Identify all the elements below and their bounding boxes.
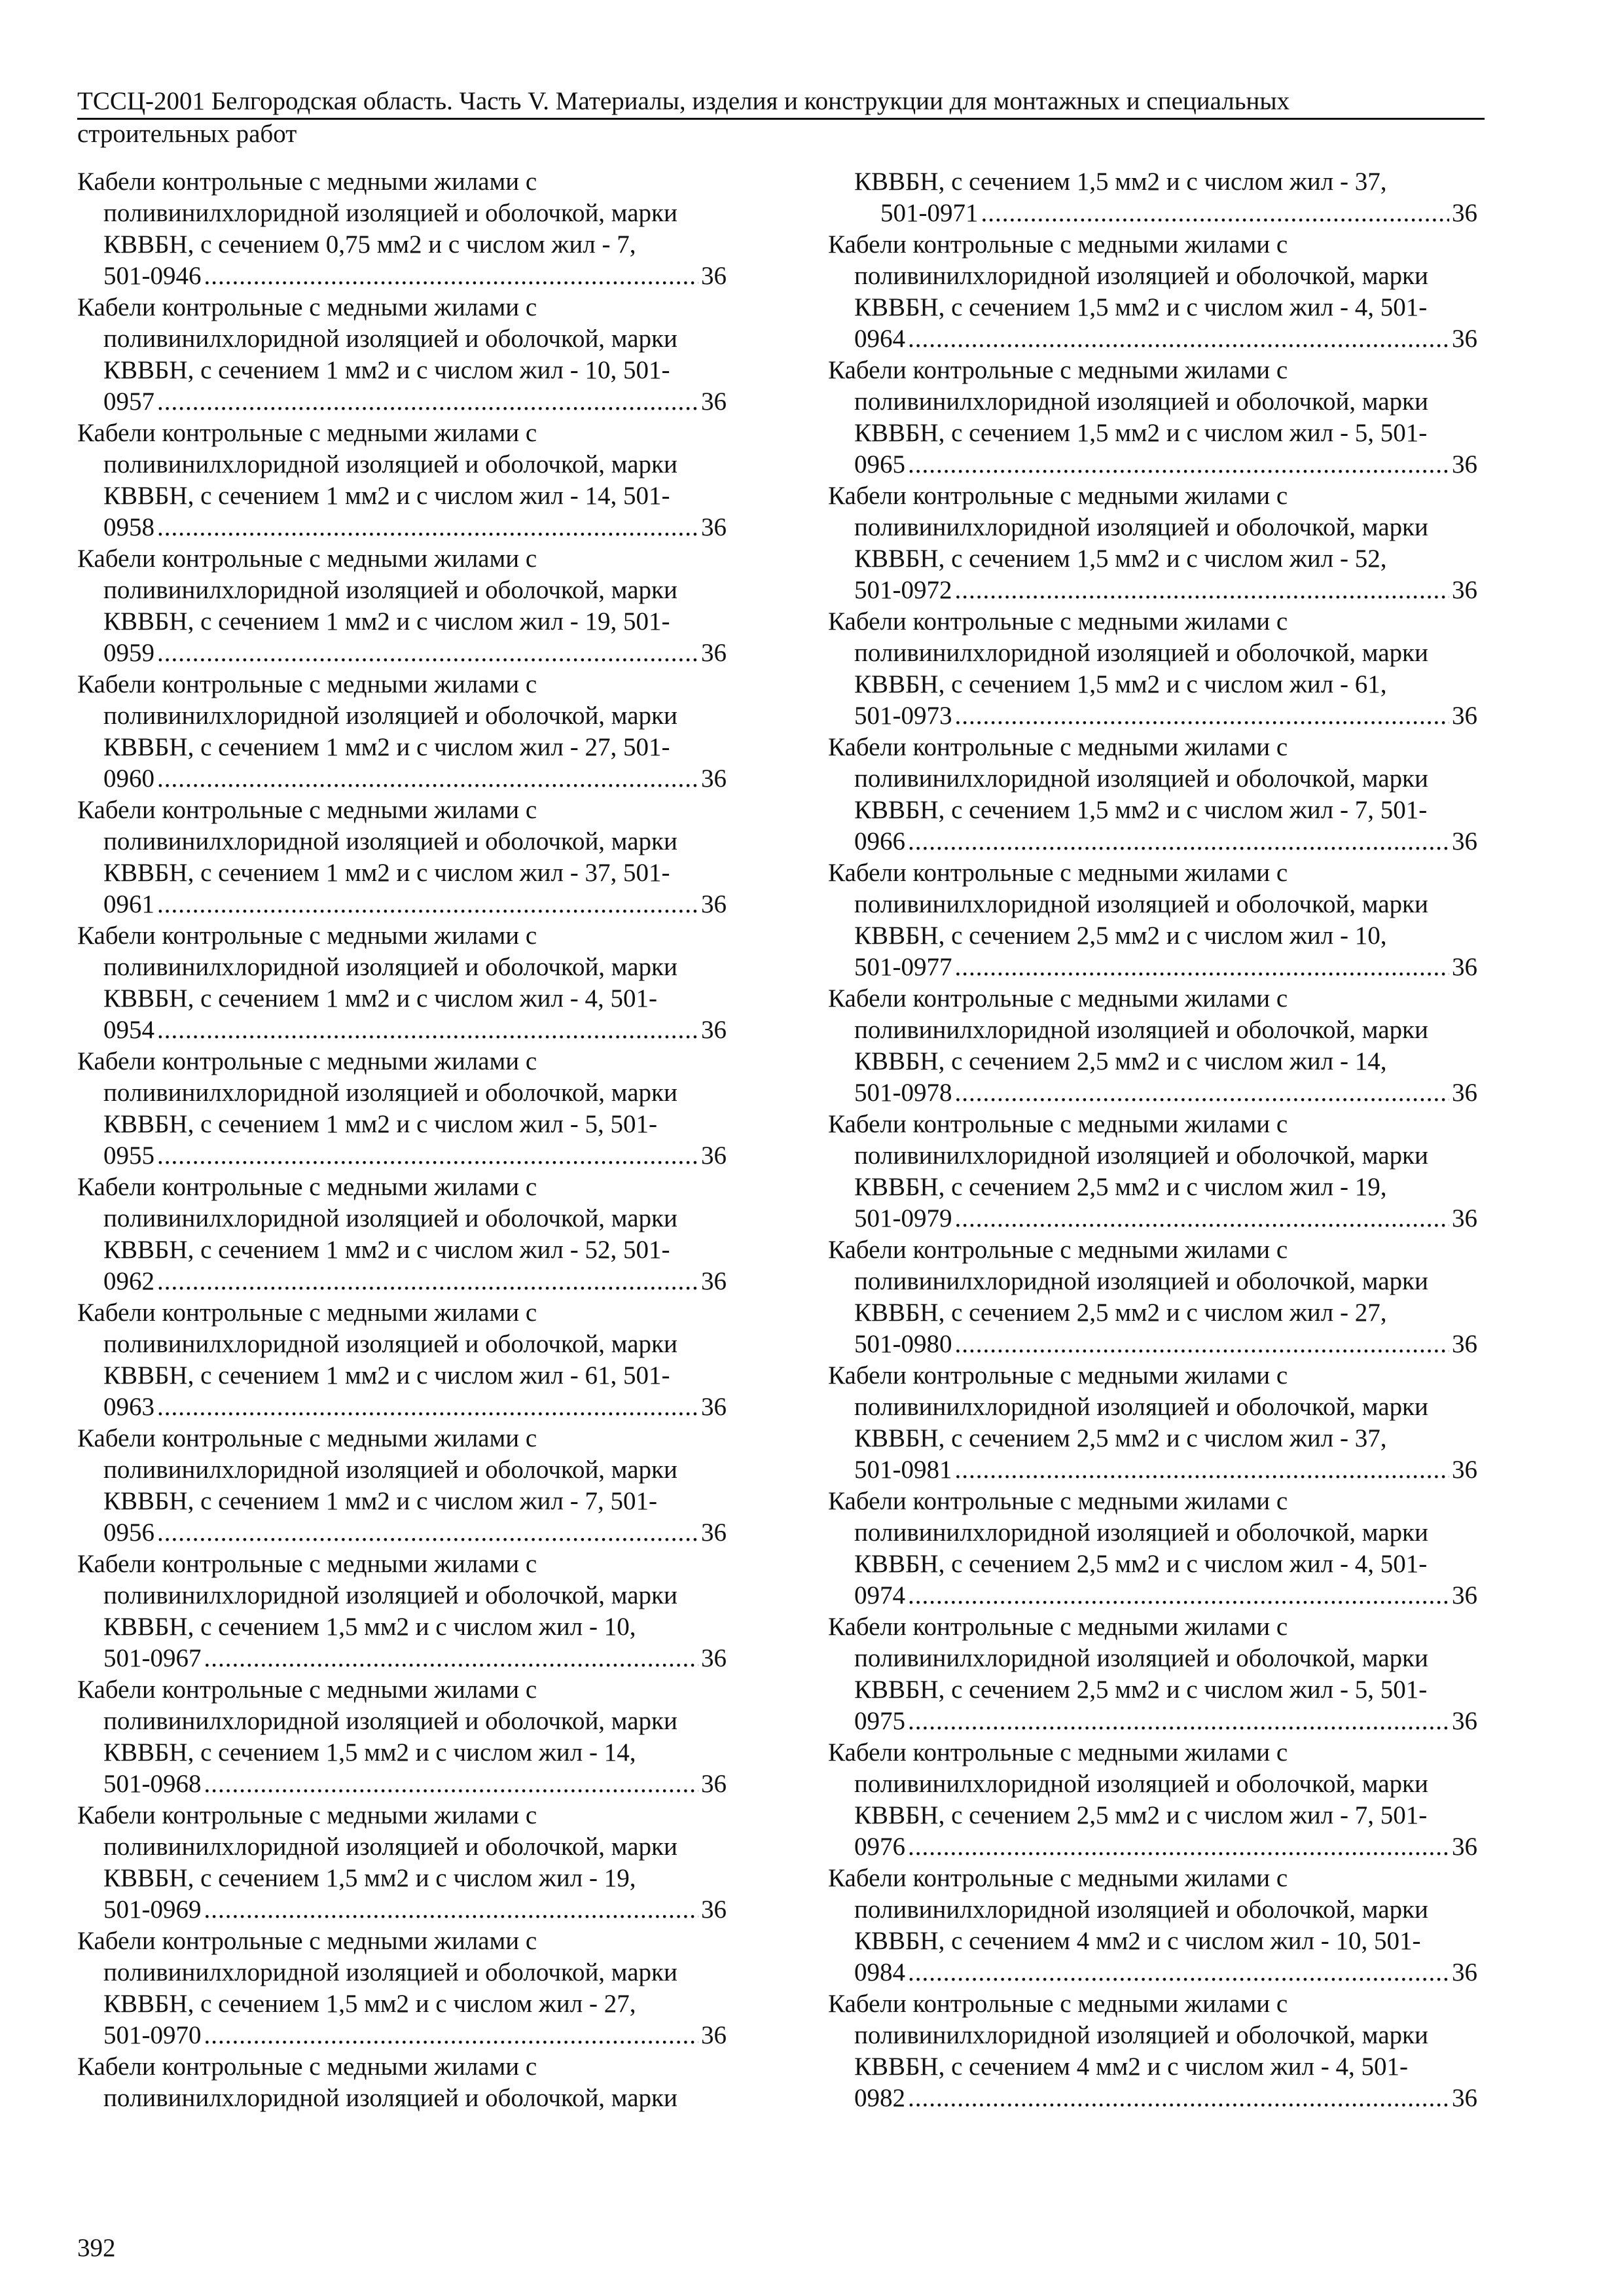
entry-page: 36 <box>1452 325 1477 353</box>
entry-code: 0965 <box>854 450 905 478</box>
entry-page: 36 <box>701 1644 727 1672</box>
entry-line: КВВБН, с сечением 1,5 мм2 и с числом жил - 52, <box>854 545 1387 573</box>
entry-line: КВВБН, с сечением 2,5 мм2 и с числом жил - 5, 501- <box>854 1676 1428 1704</box>
entry-line: КВВБН, с сечением 1 мм2 и с числом жил - 19, 501- <box>103 607 670 636</box>
entry-line: КВВБН, с сечением 4 мм2 и с числом жил - 4, 501- <box>854 2053 1408 2081</box>
entry-code: 501-0969 <box>103 1895 202 1924</box>
entry-leader-line <box>77 763 727 795</box>
entry-line: поливинилхлоридной изоляцией и оболочкой, марки <box>854 1895 1428 1924</box>
entry-line: Кабели контрольные с медными жилами с <box>77 1801 537 1829</box>
entry-page: 36 <box>1452 827 1477 855</box>
entry-code: 501-0973 <box>854 702 952 730</box>
index-entry <box>77 920 727 1046</box>
entry-line: поливинилхлоридной изоляцией и оболочкой, марки <box>103 1079 677 1107</box>
entry-line: Кабели контрольные с медными жилами с <box>828 1864 1288 1892</box>
entry-page: 36 <box>1452 1456 1477 1484</box>
index-entry <box>828 480 1477 606</box>
entry-page: 36 <box>1452 1330 1477 1358</box>
leader-dots <box>955 1329 1450 1360</box>
entry-line: поливинилхлоридной изоляцией и оболочкой, марки <box>854 764 1428 793</box>
index-entry <box>828 1234 1477 1360</box>
entry-line: КВВБН, с сечением 1,5 мм2 и с числом жил - 7, 501- <box>854 796 1428 824</box>
entry-line: Кабели контрольные с медными жилами с <box>828 984 1288 1013</box>
entry-page: 36 <box>701 1141 727 1170</box>
entry-line: КВВБН, с сечением 1,5 мм2 и с числом жил - 5, 501- <box>854 419 1428 447</box>
page-number: 392 <box>77 2234 116 2262</box>
entry-line: КВВБН, с сечением 1 мм2 и с числом жил - 52, 501- <box>103 1236 670 1264</box>
entry-code: 0957 <box>103 387 154 416</box>
entry-code: 0974 <box>854 1581 905 1609</box>
leader-dots <box>908 1580 1449 1611</box>
leader-dots <box>204 260 699 292</box>
entry-line: Кабели контрольные с медными жилами с <box>828 356 1288 384</box>
entry-code: 0959 <box>103 639 154 667</box>
entry-line: Кабели контрольные с медными жилами с <box>77 1173 537 1201</box>
entry-line: Кабели контрольные с медными жилами с <box>828 482 1288 510</box>
entry-leader-line <box>828 1580 1477 1611</box>
entry-leader-line <box>828 323 1477 355</box>
entry-line: КВВБН, с сечением 1,5 мм2 и с числом жил - 14, <box>103 1738 636 1767</box>
entry-line: КВВБН, с сечением 1,5 мм2 и с числом жил - 10, <box>103 1613 636 1641</box>
entry-page: 36 <box>701 387 727 416</box>
entry-line: КВВБН, с сечением 1,5 мм2 и с числом жил - 4, 501- <box>854 293 1428 321</box>
index-entry <box>828 1486 1477 1611</box>
leader-dots <box>204 1894 699 1926</box>
entry-line: поливинилхлоридной изоляцией и оболочкой, марки <box>103 199 677 227</box>
entry-line: Кабели контрольные с медными жилами с <box>77 1424 537 1452</box>
entry-page: 36 <box>701 513 727 541</box>
leader-dots <box>955 1077 1450 1109</box>
entry-leader-line <box>77 1894 727 1926</box>
entry-leader-line <box>828 1203 1477 1234</box>
entry-page: 36 <box>1452 1079 1477 1107</box>
entry-code: 0962 <box>103 1267 154 1295</box>
index-entry <box>828 1863 1477 1988</box>
entry-line: КВВБН, с сечением 1 мм2 и с числом жил - 14, 501- <box>103 482 670 510</box>
entry-line: Кабели контрольные с медными жилами с <box>77 1299 537 1327</box>
entry-leader-line <box>828 700 1477 732</box>
index-entry <box>77 166 727 292</box>
entry-line: КВВБН, с сечением 1 мм2 и с числом жил - 4, 501- <box>103 984 657 1013</box>
entry-line: КВВБН, с сечением 1 мм2 и с числом жил - 10, 501- <box>103 356 670 384</box>
entry-line: Кабели контрольные с медными жилами с <box>828 1990 1288 2018</box>
entry-leader-line <box>828 952 1477 983</box>
entry-code: 501-0978 <box>854 1079 952 1107</box>
leader-dots <box>955 575 1450 606</box>
entry-line: Кабели контрольные с медными жилами с <box>77 1676 537 1704</box>
leader-dots <box>908 1831 1449 1863</box>
entry-line: поливинилхлоридной изоляцией и оболочкой, марки <box>854 1141 1428 1170</box>
entry-line: поливинилхлоридной изоляцией и оболочкой, марки <box>103 1330 677 1358</box>
leader-dots <box>908 323 1449 355</box>
entry-line: поливинилхлоридной изоляцией и оболочкой, марки <box>103 1707 677 1735</box>
running-header <box>77 86 1485 148</box>
entry-line: Кабели контрольные с медными жилами с <box>77 1550 537 1578</box>
entry-line: КВВБН, с сечением 1 мм2 и с числом жил - 37, 501- <box>103 859 670 887</box>
entry-line: Кабели контрольные с медными жилами с <box>828 230 1288 259</box>
entry-code: 501-0979 <box>854 1204 952 1232</box>
entry-line: КВВБН, с сечением 1,5 мм2 и с числом жил - 61, <box>854 670 1387 698</box>
entry-line: Кабели контрольные с медными жилами с <box>77 796 537 824</box>
index-entry <box>77 669 727 795</box>
index-entry <box>828 355 1477 480</box>
entry-page: 36 <box>701 1016 727 1044</box>
entry-line: Кабели контрольные с медными жилами с <box>77 2053 537 2081</box>
leader-dots <box>908 449 1449 480</box>
entry-leader-line <box>854 198 1477 229</box>
leader-dots <box>204 1768 699 1800</box>
index-entry <box>828 1360 1477 1486</box>
index-entry <box>77 795 727 920</box>
entry-line: поливинилхлоридной изоляцией и оболочкой, марки <box>103 450 677 478</box>
index-entry <box>828 1737 1477 1863</box>
index-entry <box>828 606 1477 732</box>
index-entry <box>828 229 1477 355</box>
entry-leader-line <box>77 1266 727 1297</box>
entry-line: Кабели контрольные с медными жилами с <box>828 1236 1288 1264</box>
entry-leader-line <box>77 1517 727 1549</box>
leader-dots <box>908 826 1449 857</box>
entry-line: поливинилхлоридной изоляцией и оболочкой, марки <box>854 513 1428 541</box>
leader-dots <box>981 198 1450 229</box>
entry-line: поливинилхлоридной изоляцией и оболочкой, марки <box>854 2021 1428 2049</box>
entry-leader-line <box>77 1014 727 1046</box>
index-entry <box>77 1297 727 1423</box>
entry-line: поливинилхлоридной изоляцией и оболочкой, марки <box>854 1770 1428 1798</box>
entry-line: поливинилхлоридной изоляцией и оболочкой, марки <box>854 890 1428 918</box>
entry-leader-line <box>77 1391 727 1423</box>
entry-line: Кабели контрольные с медными жилами с <box>77 419 537 447</box>
index-entry <box>77 1800 727 1926</box>
entry-leader-line <box>828 1077 1477 1109</box>
entry-line: поливинилхлоридной изоляцией и оболочкой, марки <box>103 827 677 855</box>
entry-code: 0956 <box>103 1518 154 1547</box>
entry-line: поливинилхлоридной изоляцией и оболочкой, марки <box>103 1581 677 1609</box>
entry-line: Кабели контрольные с медными жилами с <box>828 733 1288 761</box>
entry-leader-line <box>828 1454 1477 1486</box>
entry-line: Кабели контрольные с медными жилами с <box>77 168 537 196</box>
index-entry <box>828 1109 1477 1234</box>
leader-dots <box>955 700 1450 732</box>
entry-page: 36 <box>701 890 727 918</box>
entry-leader-line <box>828 575 1477 606</box>
entry-line: поливинилхлоридной изоляцией и оболочкой, марки <box>854 262 1428 290</box>
entry-line: поливинилхлоридной изоляцией и оболочкой, марки <box>854 1267 1428 1295</box>
entry-code: 501-0980 <box>854 1330 952 1358</box>
entry-page: 36 <box>1452 450 1477 478</box>
entry-page: 36 <box>1452 1958 1477 1986</box>
index-entry <box>828 1611 1477 1737</box>
entry-page: 36 <box>1452 953 1477 981</box>
leader-dots <box>157 637 698 669</box>
entry-code: 0976 <box>854 1833 905 1861</box>
index-entry-continued <box>828 166 1477 229</box>
entry-leader-line <box>828 826 1477 857</box>
leader-dots <box>955 1454 1450 1486</box>
entry-line: поливинилхлоридной изоляцией и оболочкой, марки <box>103 1833 677 1861</box>
entry-line: КВВБН, с сечением 1 мм2 и с числом жил - 61, 501- <box>103 1361 670 1390</box>
entry-line: КВВБН, с сечением 2,5 мм2 и с числом жил - 10, <box>854 922 1387 950</box>
entry-page: 36 <box>1452 1204 1477 1232</box>
entry-line: Кабели контрольные с медными жилами с <box>77 1047 537 1075</box>
entry-leader-line <box>77 1140 727 1172</box>
entry-line: КВВБН, с сечением 2,5 мм2 и с числом жил - 37, <box>854 1424 1387 1452</box>
header-line-1: ТССЦ-2001 Белгородская область. Часть V. Материалы, изделия и конструкции для монтажных и специальных <box>77 87 1290 115</box>
entry-code: 501-0968 <box>103 1770 202 1798</box>
entry-page: 36 <box>1452 1833 1477 1861</box>
entry-line: поливинилхлоридной изоляцией и оболочкой, марки <box>854 1644 1428 1672</box>
entry-leader-line <box>77 1643 727 1674</box>
entry-code: 0964 <box>854 325 905 353</box>
entry-leader-line <box>828 1831 1477 1863</box>
entry-line: КВВБН, с сечением 1,5 мм2 и с числом жил - 37, <box>854 168 1387 196</box>
entry-leader-line <box>828 2083 1477 2114</box>
index-entry <box>77 543 727 669</box>
entry-line: Кабели контрольные с медными жилами с <box>828 1361 1288 1390</box>
index-entry <box>77 1046 727 1172</box>
entry-leader-line <box>77 512 727 543</box>
entry-line: поливинилхлоридной изоляцией и оболочкой, марки <box>103 1456 677 1484</box>
entry-leader-line <box>77 1768 727 1800</box>
entry-code: 501-0981 <box>854 1456 952 1484</box>
entry-line: поливинилхлоридной изоляцией и оболочкой, марки <box>854 387 1428 416</box>
index-entry <box>828 732 1477 857</box>
index-entry <box>77 1926 727 2051</box>
entry-line: КВВБН, с сечением 1,5 мм2 и с числом жил - 27, <box>103 1990 636 2018</box>
entry-page: 36 <box>701 2021 727 2049</box>
leader-dots <box>157 386 698 418</box>
leader-dots <box>908 2083 1449 2114</box>
entry-line: Кабели контрольные с медными жилами с <box>828 1613 1288 1641</box>
header-line-2: строительных работ <box>77 120 297 148</box>
entry-line: поливинилхлоридной изоляцией и оболочкой, марки <box>103 325 677 353</box>
entry-code: 501-0946 <box>103 262 202 290</box>
entry-line: поливинилхлоридной изоляцией и оболочкой, марки <box>103 1204 677 1232</box>
entry-line: КВВБН, с сечением 4 мм2 и с числом жил - 10, 501- <box>854 1927 1421 1955</box>
entry-leader-line <box>77 386 727 418</box>
leader-dots <box>204 1643 699 1674</box>
entry-line: КВВБН, с сечением 1 мм2 и с числом жил - 5, 501- <box>103 1110 657 1138</box>
entry-page: 36 <box>701 262 727 290</box>
entry-page: 36 <box>1452 1581 1477 1609</box>
entry-page: 36 <box>1452 199 1477 227</box>
entry-line: Кабели контрольные с медными жилами с <box>77 922 537 950</box>
entry-line: поливинилхлоридной изоляцией и оболочкой, марки <box>103 953 677 981</box>
right-column <box>828 166 1477 2114</box>
index-entry <box>828 857 1477 983</box>
entry-line: поливинилхлоридной изоляцией и оболочкой, марки <box>854 1518 1428 1547</box>
entry-page: 36 <box>701 639 727 667</box>
entry-code: 501-0977 <box>854 953 952 981</box>
entry-line: Кабели контрольные с медными жилами с <box>77 1927 537 1955</box>
entry-line: Кабели контрольные с медными жилами с <box>828 859 1288 887</box>
entry-leader-line <box>77 637 727 669</box>
index-entry <box>828 983 1477 1109</box>
leader-dots <box>157 1014 698 1046</box>
leader-dots <box>157 889 698 920</box>
entry-code: 501-0971 <box>880 199 979 227</box>
entry-leader-line <box>828 449 1477 480</box>
entry-leader-line <box>828 1706 1477 1737</box>
entry-code: 501-0967 <box>103 1644 202 1672</box>
entry-leader-line <box>828 1957 1477 1988</box>
index-entry <box>828 1988 1477 2114</box>
entry-leader-line <box>828 1329 1477 1360</box>
leader-dots <box>157 1266 698 1297</box>
entry-page: 36 <box>701 1518 727 1547</box>
entry-code: 0966 <box>854 827 905 855</box>
entry-line: Кабели контрольные с медными жилами с <box>77 545 537 573</box>
entry-line: Кабели контрольные с медными жилами с <box>77 293 537 321</box>
index-entry <box>77 292 727 418</box>
left-column <box>77 166 727 2114</box>
entry-line: КВВБН, с сечением 1 мм2 и с числом жил - 7, 501- <box>103 1487 657 1515</box>
index-entry <box>77 1172 727 1297</box>
entry-line: Кабели контрольные с медными жилами с <box>77 670 537 698</box>
entry-page: 36 <box>1452 1707 1477 1735</box>
entry-code: 0958 <box>103 513 154 541</box>
entry-line: КВВБН, с сечением 2,5 мм2 и с числом жил - 19, <box>854 1173 1387 1201</box>
entry-line: поливинилхлоридной изоляцией и оболочкой, марки <box>854 639 1428 667</box>
entry-leader-line <box>77 260 727 292</box>
entry-line: поливинилхлоридной изоляцией и оболочкой, марки <box>854 1393 1428 1421</box>
entry-line: Кабели контрольные с медными жилами с <box>828 1110 1288 1138</box>
entry-code: 0960 <box>103 764 154 793</box>
leader-dots <box>955 952 1450 983</box>
entry-line: КВВБН, с сечением 2,5 мм2 и с числом жил - 14, <box>854 1047 1387 1075</box>
entry-code: 501-0970 <box>103 2021 202 2049</box>
entry-leader-line <box>77 889 727 920</box>
entry-line: Кабели контрольные с медными жилами с <box>828 607 1288 636</box>
entry-line: Кабели контрольные с медными жилами с <box>828 1738 1288 1767</box>
leader-dots <box>157 763 698 795</box>
index-entry <box>77 2051 727 2114</box>
entry-code: 0982 <box>854 2084 905 2112</box>
leader-dots <box>955 1203 1450 1234</box>
entry-line: поливинилхлоридной изоляцией и оболочкой, марки <box>103 2084 677 2112</box>
index-entry <box>77 1674 727 1800</box>
entry-page: 36 <box>1452 702 1477 730</box>
entry-line: КВВБН, с сечением 2,5 мм2 и с числом жил - 4, 501- <box>854 1550 1428 1578</box>
entry-line: Кабели контрольные с медными жилами с <box>828 1487 1288 1515</box>
leader-dots <box>908 1957 1449 1988</box>
entry-line: КВВБН, с сечением 0,75 мм2 и с числом жил - 7, <box>103 230 636 259</box>
entry-line: поливинилхлоридной изоляцией и оболочкой, марки <box>103 576 677 604</box>
entry-line: поливинилхлоридной изоляцией и оболочкой, марки <box>103 702 677 730</box>
index-entry <box>77 1423 727 1549</box>
entry-page: 36 <box>701 1770 727 1798</box>
entry-line: поливинилхлоридной изоляцией и оболочкой, марки <box>103 1958 677 1986</box>
index-entry <box>77 418 727 543</box>
entry-page: 36 <box>1452 576 1477 604</box>
entry-leader-line <box>77 2020 727 2051</box>
leader-dots <box>204 2020 699 2051</box>
leader-dots <box>908 1706 1449 1737</box>
index-entry <box>77 1549 727 1674</box>
entry-code: 0954 <box>103 1016 154 1044</box>
leader-dots <box>157 1140 698 1172</box>
header-rule <box>77 118 1485 120</box>
leader-dots <box>157 1391 698 1423</box>
entry-code: 501-0972 <box>854 576 952 604</box>
entry-line: поливинилхлоридной изоляцией и оболочкой, марки <box>854 1016 1428 1044</box>
entry-page: 36 <box>1452 2084 1477 2112</box>
entry-page: 36 <box>701 1895 727 1924</box>
leader-dots <box>157 1517 698 1549</box>
entry-page: 36 <box>701 764 727 793</box>
entry-line: КВВБН, с сечением 2,5 мм2 и с числом жил - 27, <box>854 1299 1387 1327</box>
entry-line: КВВБН, с сечением 2,5 мм2 и с числом жил - 7, 501- <box>854 1801 1428 1829</box>
entry-line: КВВБН, с сечением 1,5 мм2 и с числом жил - 19, <box>103 1864 636 1892</box>
entry-code: 0961 <box>103 890 154 918</box>
entry-page: 36 <box>701 1267 727 1295</box>
entry-line: КВВБН, с сечением 1 мм2 и с числом жил - 27, 501- <box>103 733 670 761</box>
entry-code: 0963 <box>103 1393 154 1421</box>
leader-dots <box>157 512 698 543</box>
entry-code: 0955 <box>103 1141 154 1170</box>
entry-code: 0984 <box>854 1958 905 1986</box>
entry-page: 36 <box>701 1393 727 1421</box>
entry-code: 0975 <box>854 1707 905 1735</box>
